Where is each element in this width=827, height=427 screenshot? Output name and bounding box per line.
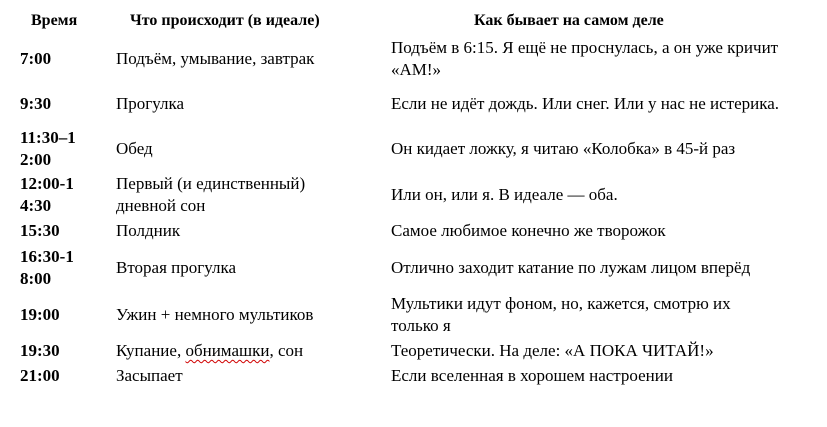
ideal-cell: Прогулка (116, 94, 185, 113)
ideal-cell: Первый (и единственный) дневной сон (116, 174, 306, 215)
time-cell-text: 12:00-14:30 (20, 174, 74, 215)
real-cell: Если не идёт дождь. Или снег. Или у нас не истерика. (391, 94, 780, 113)
header-row (8, 6, 818, 36)
time-cell: 15:30 (20, 221, 60, 240)
real-cell: Мультики идут фоном, но, кажется, смотрю их только я (391, 294, 731, 335)
spellcheck-flagged-word: обнимашки (185, 341, 270, 360)
time-cell (8, 172, 113, 218)
real-cell: Подъём в 6:15. Я ещё не проснулась, а он уже кричит «АМ!» (391, 38, 779, 79)
ideal-cell: Обед (116, 139, 153, 158)
table-row (8, 172, 818, 218)
time-cell: 9:30 (20, 94, 52, 113)
header-real: Как бывает на самом деле (474, 12, 664, 29)
time-cell-text: 16:30-18:00 (20, 247, 74, 288)
ideal-text-before: Купание, (116, 341, 186, 360)
time-cell: 19:30 (20, 341, 60, 360)
time-cell: 21:00 (20, 366, 60, 385)
ideal-cell: Ужин + немного мультиков (116, 305, 314, 324)
table-row (8, 244, 818, 292)
time-cell (8, 126, 113, 172)
table-row (8, 82, 818, 126)
table-row (8, 218, 818, 244)
ideal-text-after: , сон (269, 341, 304, 360)
header-ideal: Что происходит (в идеале) (130, 12, 320, 29)
header-time: Время (31, 12, 78, 29)
table-row (8, 338, 818, 364)
time-cell: 19:00 (20, 305, 60, 324)
ideal-cell: Засыпает (116, 366, 183, 385)
real-cell: Самое любимое конечно же творожок (391, 221, 666, 240)
time-cell (8, 244, 113, 292)
table-row (8, 292, 818, 338)
table-row (8, 364, 818, 388)
time-cell-text: 11:30–12:00 (20, 128, 76, 169)
table-row (8, 36, 818, 82)
real-cell: Или он, или я. В идеале — оба. (391, 185, 618, 204)
ideal-cell: Вторая прогулка (116, 258, 237, 277)
ideal-cell: Подъём, умывание, завтрак (116, 49, 315, 68)
ideal-cell: Полдник (116, 221, 181, 240)
real-cell: Отлично заходит катание по лужам лицом вперёд (391, 258, 751, 277)
time-cell: 7:00 (20, 49, 52, 68)
table-row (8, 126, 818, 172)
real-cell: Если вселенная в хорошем настроении (391, 366, 673, 385)
real-cell: Он кидает ложку, я читаю «Колобка» в 45-й раз (391, 139, 736, 158)
ideal-cell (113, 338, 391, 364)
schedule-table (8, 6, 818, 388)
real-cell: Теоретически. На деле: «А ПОКА ЧИТАЙ!» (391, 341, 714, 360)
